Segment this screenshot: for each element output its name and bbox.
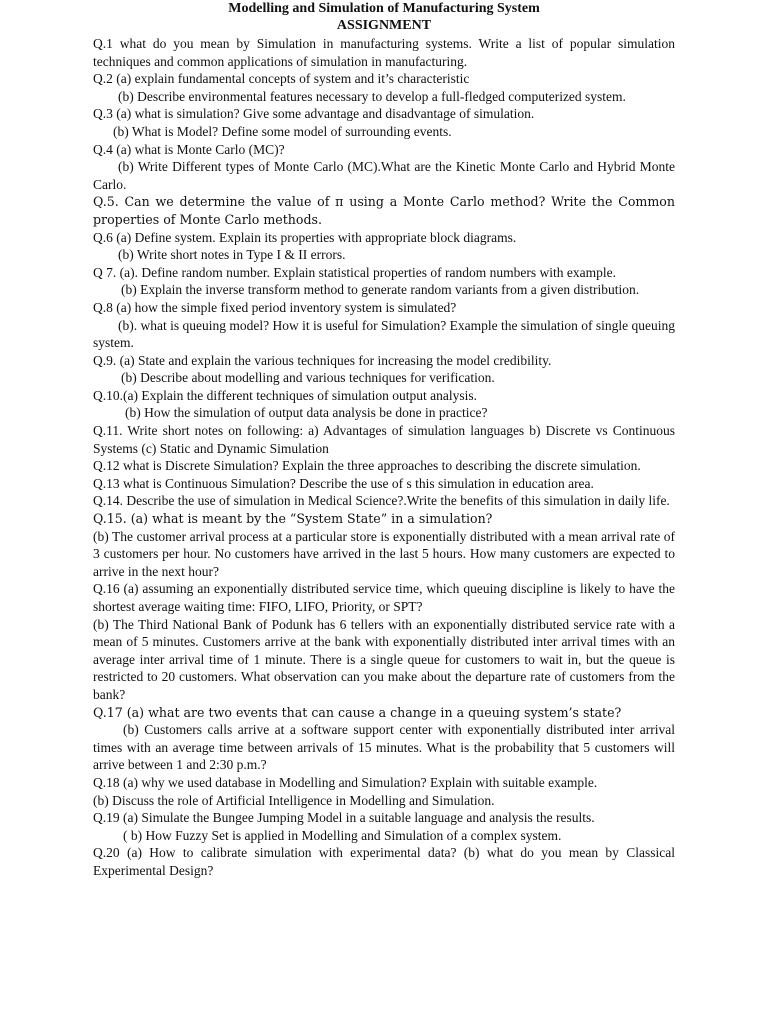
question-9a: Q.9. (a) State and explain the various techniques for increasing the model credibility. — [93, 352, 552, 368]
question-list — [93, 35, 675, 880]
question-7a: Q 7. (a). Define random number. Explain statistical properties of random numbers with example. — [93, 264, 616, 280]
question-1: Q.1 what do you mean by Simulation in manufacturing systems. Write a list of popular simulation techniques and common applications of simulation in manufacturing. — [93, 36, 675, 69]
question-15b: (b) The customer arrival process at a particular store is exponentially distributed with a mean arrival rate of 3 customers per hour. No customers have arrived in the last 5 hours. How many customers are expected to arrive in the next hour? — [93, 528, 675, 579]
question-7b: (b) Explain the inverse transform method to generate random variants from a given distribution. — [121, 282, 640, 298]
question-16a: Q.16 (a) assuming an exponentially distributed service time, which queuing discipline is likely to have the shortest average waiting time: FIFO, LIFO, Priority, or SPT? — [93, 581, 675, 614]
question-16b: (b) The Third National Bank of Podunk has 6 tellers with an exponentially distributed service rate with a mean of 5 minutes. Customers arrive at the bank with exponentially distributed inter arrival times with an average inter arrival time of 1 minute. There is a single queue for customers to wait in, but the queue is restricted to 20 customers. What observation can you make about the departure rate of customers from the bank? — [93, 616, 675, 702]
question-6a: Q.6 (a) Define system. Explain its properties with appropriate block diagrams. — [93, 229, 517, 245]
question-20: Q.20 (a) How to calibrate simulation with experimental data? (b) what do you mean by Classical Experimental Design? — [93, 845, 675, 878]
question-13: Q.13 what is Continuous Simulation? Describe the use of s this simulation in education area. — [93, 475, 594, 491]
question-2b: (b) Describe environmental features necessary to develop a full-fledged computerized system. — [118, 88, 626, 104]
question-9b: (b) Describe about modelling and various techniques for verification. — [121, 370, 495, 386]
question-17b: (b) Customers calls arrive at a software support center with exponentially distributed inter arrival times with an average time between arrivals of 15 minutes. What is the probability that 5 customers will arrive between 1 and 2:30 p.m.? — [93, 722, 675, 773]
question-10a: Q.10.(a) Explain the different techniques of simulation output analysis. — [93, 387, 478, 403]
question-10b: (b) How the simulation of output data analysis be done in practice? — [125, 405, 488, 421]
question-18b: (b) Discuss the role of Artificial Intelligence in Modelling and Simulation. — [93, 792, 495, 808]
document-title: Modelling and Simulation of Manufacturing System — [228, 1, 540, 16]
question-19a: Q.19 (a) Simulate the Bungee Jumping Model in a suitable language and analysis the results. — [93, 810, 595, 826]
question-3a: Q.3 (a) what is simulation? Give some advantage and disadvantage of simulation. — [93, 106, 535, 122]
question-4a: Q.4 (a) what is Monte Carlo (MC)? — [93, 141, 285, 157]
question-8b: (b). what is queuing model? How it is useful for Simulation? Example the simulation of single queuing system. — [93, 317, 675, 351]
question-17a: Q.17 (a) what are two events that can cause a change in a queuing system’s state? — [93, 704, 622, 720]
question-12: Q.12 what is Discrete Simulation? Explain the three approaches to describing the discrete simulation. — [93, 458, 641, 474]
question-6b: (b) Write short notes in Type I & II errors. — [118, 247, 346, 263]
document-subtitle: ASSIGNMENT — [336, 18, 432, 33]
question-19b: ( b) How Fuzzy Set is applied in Modelling and Simulation of a complex system. — [123, 827, 562, 843]
question-11: Q.11. Write short notes on following: a) Advantages of simulation languages b) Discrete vs Continuous Systems (c) Static and Dynamic Simulation — [93, 423, 675, 456]
question-18a: Q.18 (a) why we used database in Modelling and Simulation? Explain with suitable example. — [93, 774, 598, 790]
question-8a: Q.8 (a) how the simple fixed period inventory system is simulated? — [93, 299, 457, 315]
question-5: Q.5. Can we determine the value of π using a Monte Carlo method? Write the Common properties of Monte Carlo methods. — [93, 194, 675, 227]
question-2a: Q.2 (a) explain fundamental concepts of system and it’s characteristic — [93, 71, 470, 87]
question-3b: (b) What is Model? Define some model of surrounding events. — [113, 123, 452, 139]
question-4b: (b) Write Different types of Monte Carlo (MC).What are the Kinetic Monte Carlo and Hybrid Monte Carlo. — [93, 159, 675, 192]
question-14: Q.14. Describe the use of simulation in Medical Science?.Write the benefits of this simulation in daily life. — [93, 493, 670, 509]
question-15a: Q.15. (a) what is meant by the “System State” in a simulation? — [93, 511, 493, 527]
